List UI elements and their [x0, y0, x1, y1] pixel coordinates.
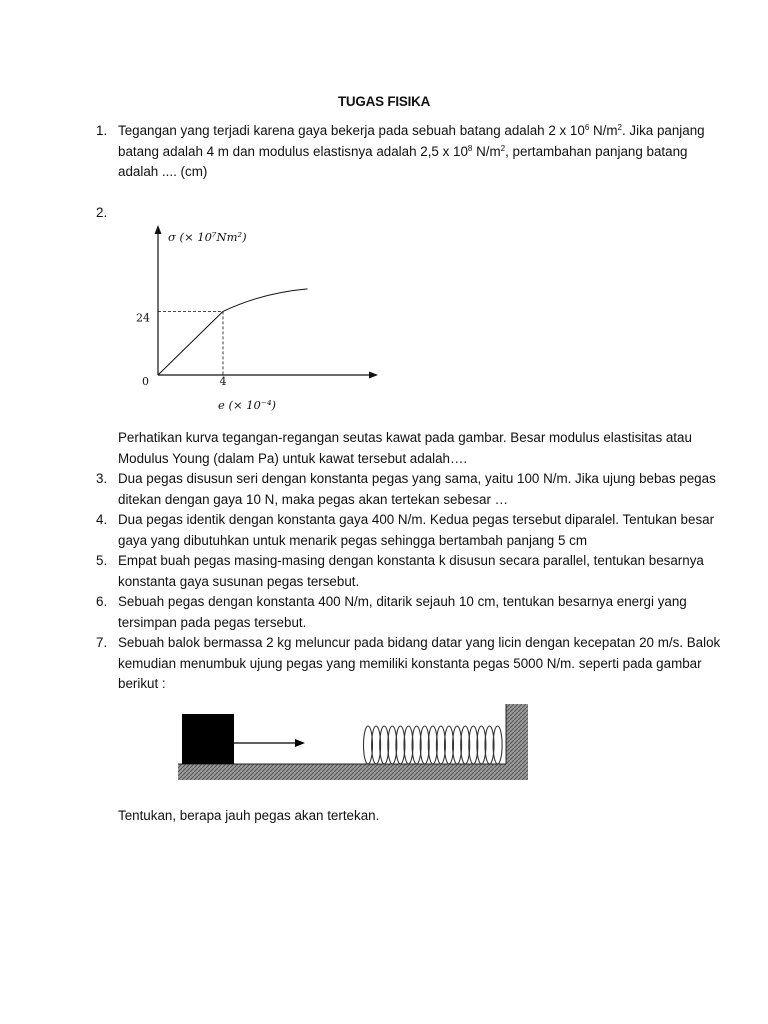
question-6-line-2: tersimpan pada pegas tersebut.	[118, 614, 307, 630]
document-title: TUGAS FISIKA	[337, 94, 431, 109]
question-5-line-2: konstanta gaya susunan pegas tersebut.	[118, 573, 360, 589]
y-tick-label: 24	[136, 311, 150, 325]
question-number: 5.	[96, 553, 108, 568]
question-5	[96, 551, 704, 592]
block-spring-figure	[174, 700, 534, 784]
question-4	[96, 510, 715, 551]
x-axis-arrow	[369, 372, 378, 379]
question-number: 7.	[96, 635, 108, 650]
question-3-line-1: Dua pegas disusun seri dengan konstanta pegas yang sama, yaitu 100 N/m. Jika ujung bebas pegas	[118, 471, 716, 486]
question-1-line-3: adalah .... (cm)	[118, 164, 208, 179]
question-7-footer	[96, 806, 686, 827]
y-axis-label: σ (× 10⁷Nm²)	[168, 230, 247, 244]
series-curve	[223, 289, 308, 312]
question-number: 1.	[96, 123, 108, 138]
series-linear	[158, 311, 223, 375]
question-1-line-1: Tegangan yang terjadi karena gaya bekerja pada sebuah batang adalah 2 x $10^6$ $N/m^2$. Jika panjang	[118, 123, 705, 138]
question-2-line-2: Modulus Young (dalam Pa) untuk kawat tersebut adalah….	[118, 450, 468, 466]
floor-surface	[178, 764, 528, 780]
question-4-line-2: gaya yang dibutuhkan untuk menarik pegas sehingga bertambah panjang 5 cm	[118, 532, 587, 548]
x-tick-label: 4	[219, 375, 227, 388]
question-7-line-3: berikut :	[118, 676, 166, 691]
question-3-line-2: ditekan dengan gaya 10 N, maka pegas akan tertekan sebesar …	[118, 491, 509, 507]
y-axis-arrow	[155, 225, 162, 234]
question-7-line-1: Sebuah balok bermassa 2 kg meluncur pada bidang datar yang licin dengan kecepatan 20 m/s. Balok	[118, 635, 721, 650]
question-number: 6.	[96, 594, 108, 609]
question-5-line-1: Empat buah pegas masing-masing dengan konstanta k disusun secara parallel, tentukan besarnya	[118, 553, 704, 568]
question-6-line-1: Sebuah pegas dengan konstanta 400 N/m, ditarik sejauh 10 cm, tentukan besarnya energi yang	[118, 594, 687, 609]
question-2-line-1: Perhatikan kurva tegangan-regangan seutas kawat pada gambar. Besar modulus elastisitas atau	[118, 430, 692, 445]
stress-strain-graph	[120, 220, 390, 420]
question-7-line-2: kemudian menumbuk ujung pegas yang memiliki konstanta pegas 5000 N/m. seperti pada gambar	[118, 655, 702, 671]
question-4-line-1: Dua pegas identik dengan konstanta gaya 400 N/m. Kedua pegas tersebut diparalel. Tentukan besar	[118, 512, 715, 527]
block	[182, 714, 234, 764]
wall	[506, 704, 528, 780]
question-number: 2.	[96, 205, 108, 220]
question-1-line-2: batang adalah 4 m dan modulus elastisnya adalah 2,5 x $10^8$ $N/m^2$, pertambahan panjang batang	[118, 143, 688, 159]
question-1	[96, 121, 705, 183]
question-2-text	[96, 428, 692, 469]
velocity-arrow-head	[295, 739, 305, 747]
origin-label: 0	[142, 375, 149, 388]
question-7-footer-text: Tentukan, berapa jauh pegas akan tertekan.	[118, 808, 380, 823]
x-axis-label: e (× 10⁻⁴)	[218, 398, 277, 412]
question-number: 4.	[96, 512, 108, 527]
question-number: 3.	[96, 471, 108, 486]
question-7	[96, 633, 721, 695]
spring	[364, 726, 503, 764]
question-3	[96, 469, 716, 510]
question-6	[96, 592, 686, 633]
